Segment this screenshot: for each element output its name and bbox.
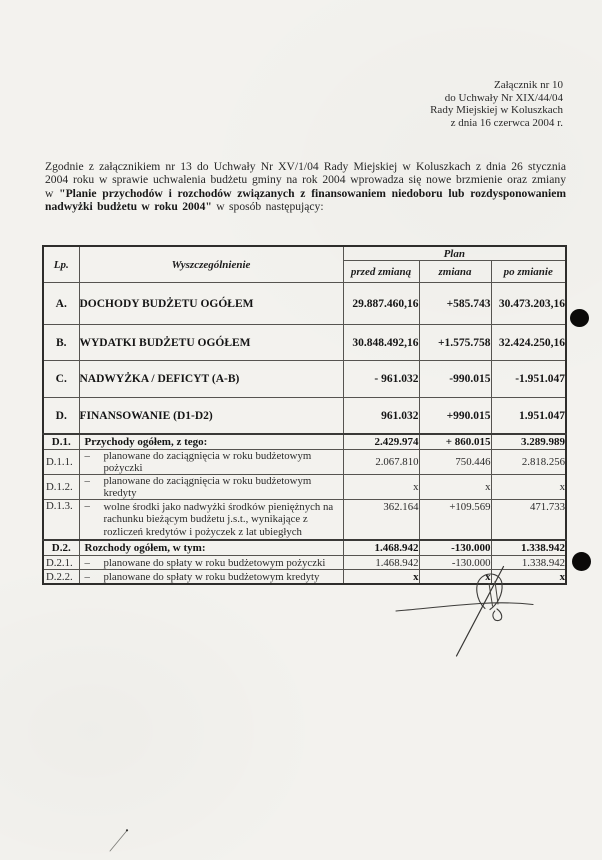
table-row xyxy=(43,325,566,361)
row-label: – planowane do spłaty w roku budżetowym kredyty xyxy=(79,570,343,585)
dash-marker: – xyxy=(84,500,90,512)
value-po-zmianie: 471.733 xyxy=(491,500,566,541)
table-row xyxy=(43,398,566,435)
row-lp: D.2.2. xyxy=(43,570,79,585)
attachment-header-line: z dnia 16 czerwca 2004 r. xyxy=(450,116,563,129)
pen-slash-mark xyxy=(104,824,138,858)
col-header-wyszczegolnienie: Wyszczególnienie xyxy=(79,246,343,283)
dash-marker: – xyxy=(84,570,90,583)
row-lp: D. xyxy=(43,398,79,435)
intro-text-normal: Zgodnie z załącznikiem nr 13 do Uchwały Nr XV/1/04 Rady Miejskiej w Koluszkach z dnia 26 stycznia 2004 roku w sprawie uchwalenia budżetu gminy na rok 2004 wprowadza się nowe brzmienie oraz zmiany w xyxy=(45,160,566,200)
value-zmiana: x xyxy=(419,475,491,500)
row-label: – planowane do zaciągnięcia w roku budżetowym pożyczki xyxy=(79,450,343,475)
row-label: WYDATKI BUDŻETU OGÓŁEM xyxy=(79,325,343,361)
scan-artifact-dot xyxy=(572,552,591,571)
scan-artifact-dot xyxy=(570,309,589,327)
value-przed-zmiana: 2.067.810 xyxy=(343,450,419,475)
table-header-row xyxy=(43,246,566,261)
row-label: NADWYŻKA / DEFICYT (A-B) xyxy=(79,361,343,398)
table-row xyxy=(43,361,566,398)
value-po-zmianie: 32.424.250,16 xyxy=(491,325,566,361)
row-lp: C. xyxy=(43,361,79,398)
value-zmiana: +990.015 xyxy=(419,398,491,435)
row-label: – wolne środki jako nadwyżki środków pieniężnych na rachunku bieżącym budżetu j.s.t., wynikające z rozliczeń kredytów i pożyczek z lat ubiegłych xyxy=(79,500,343,541)
dash-marker: – xyxy=(84,556,90,569)
value-zmiana: + 860.015 xyxy=(419,434,491,450)
row-label: – planowane do zaciągnięcia w roku budżetowym kredyty xyxy=(79,475,343,500)
table-row xyxy=(43,500,566,541)
table-row xyxy=(43,475,566,500)
row-lp: D.1. xyxy=(43,434,79,450)
attachment-header-line: do Uchwały Nr XIX/44/04 xyxy=(444,91,563,104)
value-przed-zmiana: 362.164 xyxy=(343,500,419,541)
col-header-plan: Plan xyxy=(343,246,566,261)
value-po-zmianie: 1.338.942 xyxy=(491,540,566,556)
budget-table xyxy=(42,245,567,585)
value-zmiana: +585.743 xyxy=(419,283,491,325)
value-po-zmianie: 1.338.942 xyxy=(491,556,566,570)
value-przed-zmiana: - 961.032 xyxy=(343,361,419,398)
table-row xyxy=(43,540,566,556)
value-zmiana: 750.446 xyxy=(419,450,491,475)
col-header-lp: Lp. xyxy=(43,246,79,283)
value-przed-zmiana: 29.887.460,16 xyxy=(343,283,419,325)
value-przed-zmiana: x xyxy=(343,570,419,585)
row-label: – planowane do spłaty w roku budżetowym pożyczki xyxy=(79,556,343,570)
attachment-header xyxy=(430,79,563,129)
value-po-zmianie: 30.473.203,16 xyxy=(491,283,566,325)
table-row xyxy=(43,434,566,450)
value-zmiana: +109.569 xyxy=(419,500,491,541)
intro-paragraph xyxy=(45,160,566,213)
row-lp: D.2. xyxy=(43,540,79,556)
value-po-zmianie: x xyxy=(491,570,566,585)
row-lp: D.1.2. xyxy=(43,475,79,500)
row-label: DOCHODY BUDŻETU OGÓŁEM xyxy=(79,283,343,325)
table-row xyxy=(43,283,566,325)
value-po-zmianie: 2.818.256 xyxy=(491,450,566,475)
value-zmiana: -130.000 xyxy=(419,556,491,570)
dash-marker: – xyxy=(84,475,90,487)
value-przed-zmiana: x xyxy=(343,475,419,500)
intro-text-normal: w sposób następujący: xyxy=(211,199,324,213)
value-przed-zmiana: 1.468.942 xyxy=(343,556,419,570)
attachment-header-line: Rady Miejskiej w Koluszkach xyxy=(430,104,563,117)
intro-text-bold: "Planie przychodów i rozchodów związanych z finansowaniem niedoboru lub rozdysponowaniem nadwyżki budżetu w roku 2004" xyxy=(45,186,566,213)
value-zmiana: -990.015 xyxy=(419,361,491,398)
value-przed-zmiana: 961.032 xyxy=(343,398,419,435)
dash-marker: – xyxy=(84,450,90,462)
col-header-zmiana: zmiana xyxy=(419,261,491,283)
row-label: Rozchody ogółem, w tym: xyxy=(79,540,343,556)
row-label: FINANSOWANIE (D1-D2) xyxy=(79,398,343,435)
table-row xyxy=(43,450,566,475)
value-przed-zmiana: 2.429.974 xyxy=(343,434,419,450)
value-po-zmianie: 3.289.989 xyxy=(491,434,566,450)
handwritten-signature xyxy=(390,558,550,663)
value-przed-zmiana: 30.848.492,16 xyxy=(343,325,419,361)
row-lp: D.1.3. xyxy=(43,500,79,541)
attachment-header-line: Załącznik nr 10 xyxy=(493,79,563,91)
row-lp: D.1.1. xyxy=(43,450,79,475)
value-zmiana: x xyxy=(419,570,491,585)
row-lp: A. xyxy=(43,283,79,325)
value-zmiana: +1.575.758 xyxy=(419,325,491,361)
value-po-zmianie: -1.951.047 xyxy=(491,361,566,398)
row-lp: D.2.1. xyxy=(43,556,79,570)
value-przed-zmiana: 1.468.942 xyxy=(343,540,419,556)
value-zmiana: -130.000 xyxy=(419,540,491,556)
value-po-zmianie: x xyxy=(491,475,566,500)
col-header-po-zmianie: po zmianie xyxy=(491,261,566,283)
value-po-zmianie: 1.951.047 xyxy=(491,398,566,435)
col-header-przed-zmiana: przed zmianą xyxy=(343,261,419,283)
row-label: Przychody ogółem, z tego: xyxy=(79,434,343,450)
row-lp: B. xyxy=(43,325,79,361)
